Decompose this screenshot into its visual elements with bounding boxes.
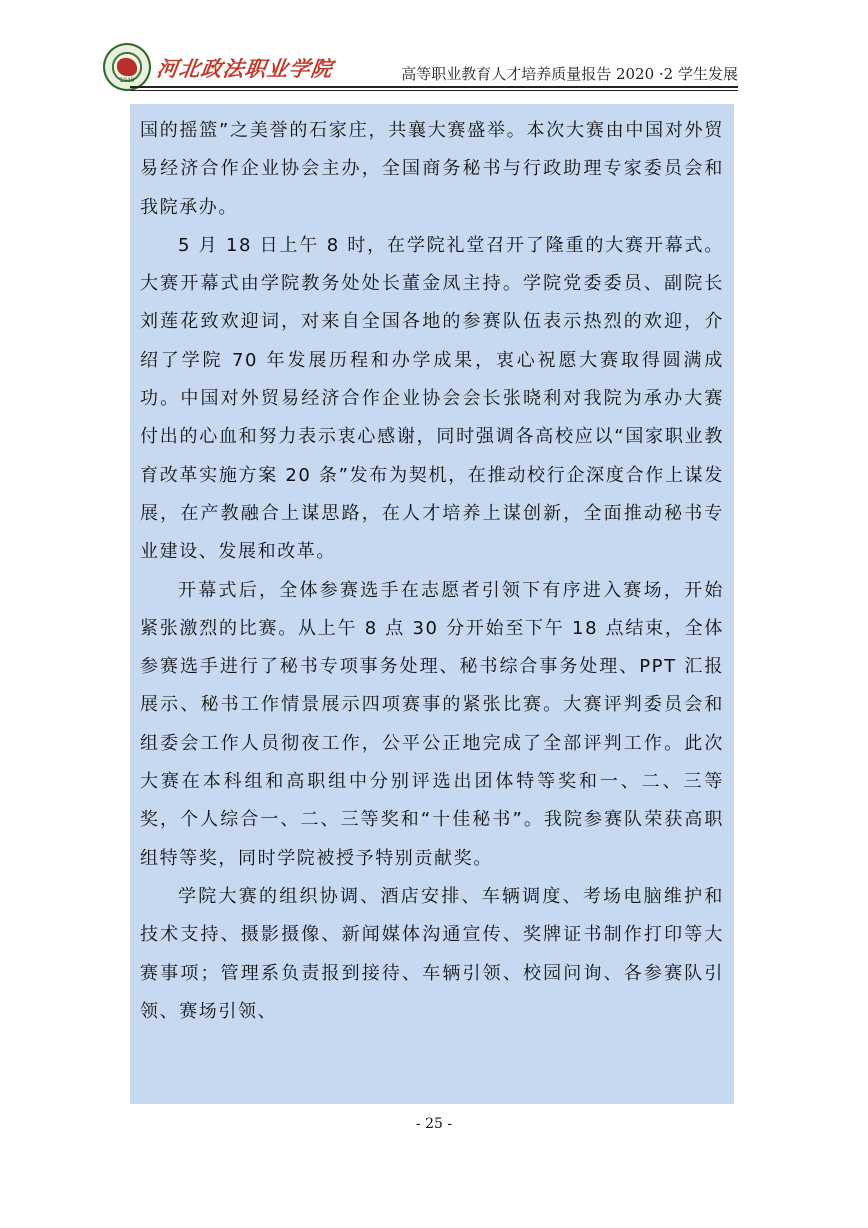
report-title: 高等职业教育人才培养质量报告 2020 ·2 学生发展 [401,65,738,83]
header-rule-thick [130,86,738,88]
paragraph-organization: 学院大赛的组织协调、酒店安排、车辆调度、考场电脑维护和技术支持、摄影摄像、新闻媒体沟通宣传、奖牌证书制作打印等大赛事项；管理系负责报到接待、车辆引领、校园问询、各参赛队引领、赛场引领、 [140,885,724,1022]
page-header [0,0,868,100]
paragraph-continued: 国的摇篮”之美誉的石家庄，共襄大赛盛举。本次大赛由中国对外贸易经济合作企业协会主办，全国商务秘书与行政助理专家委员会和我院承办。 [140,120,724,218]
paragraph-competition: 开幕式后，全体参赛选手在志愿者引领下有序进入赛场，开始紧张激烈的比赛。从上午 8 点 30 分开始至下午 18 点结束，全体参赛选手进行了秘书专项事务处理、秘书综合事务处理、PPT 汇报展示、秘书工作情景展示四项赛事的紧张比赛。大赛评判委员会和组委会工作人员彻夜工作，公平公正地完成了全部评判工作。此次大赛在本科组和高职组中分别评选出团体特等奖和一、二、三等奖，个人综合一、二、三等奖和“十佳秘书”。我院参赛队荣获高职组特等奖，同时学院被授予特别贡献奖。 [140,579,724,869]
school-logo [103,43,151,91]
school-name-calligraphy: 河北政法职业学院 [155,56,335,81]
highlighted-text-box [130,104,734,1104]
logo-emblem-icon [117,58,137,76]
logo-year: 1949 [119,77,135,84]
header-rule-thin [130,90,738,91]
page-number: - 25 - [415,1116,453,1132]
paragraph-opening-ceremony: 5 月 18 日上午 8 时，在学院礼堂召开了隆重的大赛开幕式。大赛开幕式由学院教务处处长董金凤主持。学院党委委员、副院长刘莲花致欢迎词，对来自全国各地的参赛队伍表示热烈的欢迎，介绍了学院 70 年发展历程和办学成果，衷心祝愿大赛取得圆满成功。中国对外贸易经济合作企业协会会长张晓利对我院为承办大赛付出的心血和努力表示衷心感谢，同时强调各高校应以“国家职业教育改革实施方案 20 条”发布为契机，在推动校行企深度合作上谋发展，在产教融合上谋思路，在人才培养上谋创新，全面推动秘书专业建设、发展和改革。 [140,234,724,563]
